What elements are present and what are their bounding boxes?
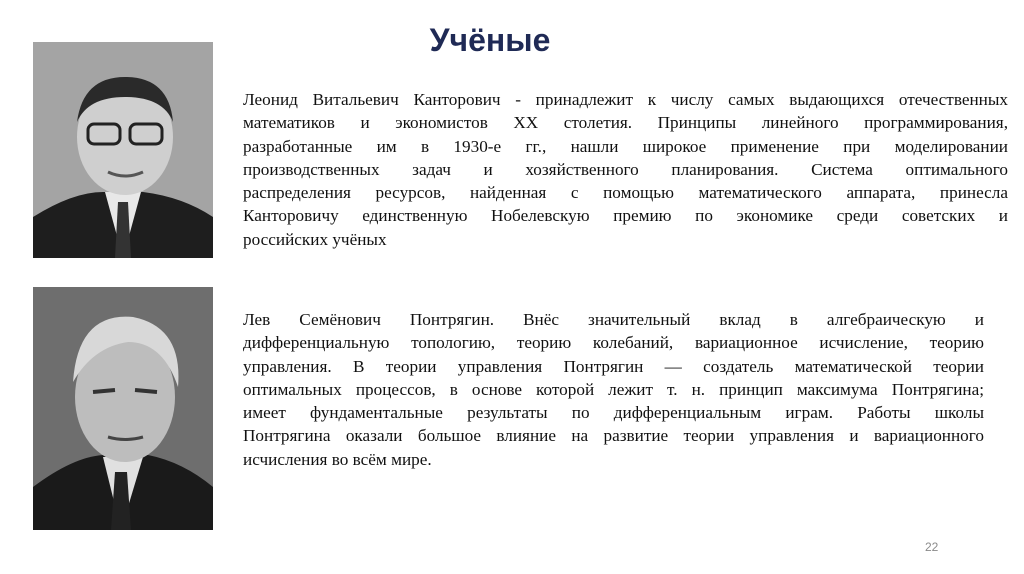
bio-line: Понтрягина оказали большое влияние на развитие теории управления и вариационного	[243, 426, 984, 446]
bio-line: Леонид Витальевич Канторович - принадлежит к числу самых выдающихся отечественных	[243, 90, 1008, 109]
bio-line: Канторовичу единственную Нобелевскую премию по экономике среди советских и	[243, 206, 1008, 226]
slide-title: Учёные	[429, 22, 551, 58]
bio-line: оптимальных процессов, в основе которой лежит т. н. принцип максимума Понтрягина;	[243, 379, 984, 399]
bio-line: разработанные им в 1930-е гг., нашли широкое применение при моделировании	[243, 136, 1008, 156]
bio-line: дифференциальную топологию, теорию колебаний, вариационное исчисление, теорию	[243, 333, 984, 353]
pontryagin-bio	[243, 308, 984, 471]
kantorovich-bio	[243, 88, 1008, 251]
bio-line: имеет фундаментальные результаты по дифференциальным играм. Работы школы	[243, 403, 984, 423]
bio-line: Лев Семёнович Понтрягин. Внёс значительный вклад в алгебраическую и	[243, 310, 984, 329]
bio-line: производственных задач и хозяйственного планирования. Система оптимального	[243, 159, 1008, 179]
pontryagin-portrait	[33, 287, 213, 530]
bio-line: управления. В теории управления Понтрягин — создатель математической теории	[243, 356, 984, 376]
bio-line: математиков и экономистов XX столетия. Принципы линейного программирования,	[243, 113, 1008, 133]
bio-line: российских учёных	[243, 229, 387, 249]
bio-line: распределения ресурсов, найденная с помощью математического аппарата, принесла	[243, 183, 1008, 203]
page-number: 22	[925, 540, 939, 554]
bio-line: исчисления во всём мире.	[243, 449, 432, 469]
kantorovich-portrait	[33, 42, 213, 258]
